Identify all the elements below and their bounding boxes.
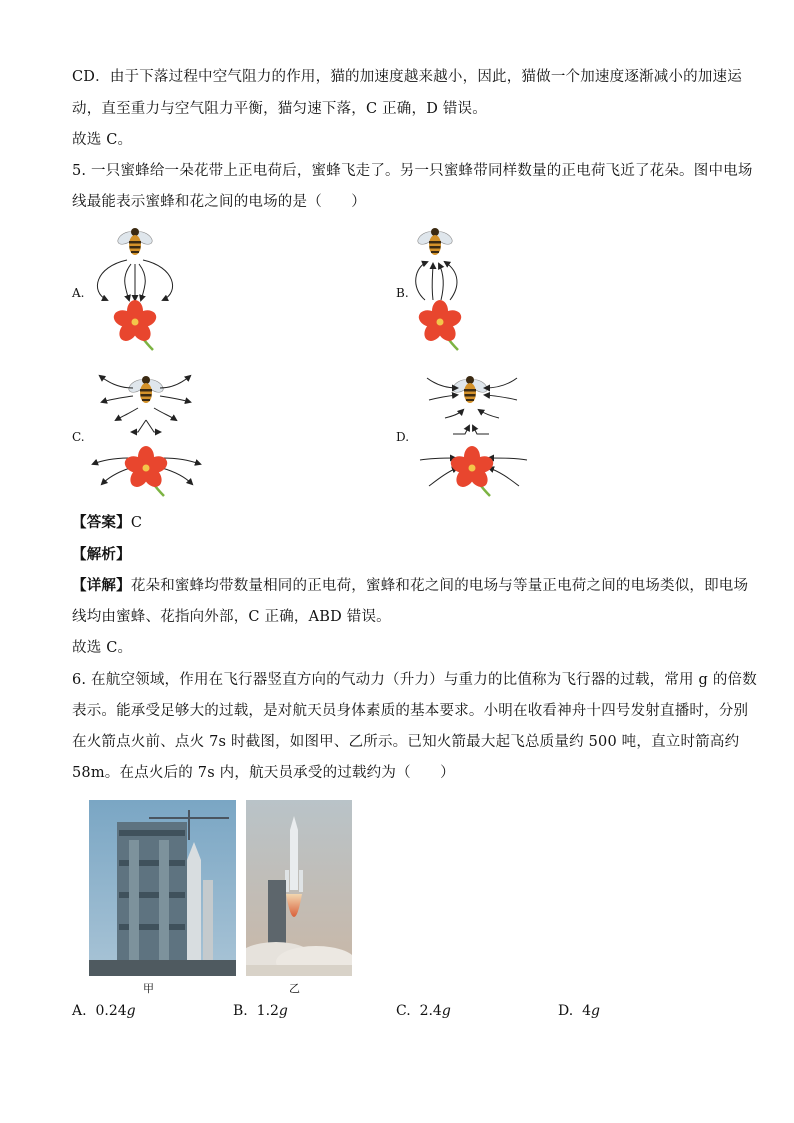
figure-option-c	[88, 368, 208, 500]
question-6-line-2: 表示。能承受足够大的过载，是对航天员身体素质的基本要求。小明在收看神舟十四号发射直播时，分别	[72, 703, 749, 719]
answer-value: C	[130, 515, 143, 531]
choice-a-unit: g	[126, 1003, 136, 1019]
solution-cd-line-2: 动，直至重力与空气阻力平衡，猫匀速下落，C 正确，D 错误。	[72, 101, 487, 117]
figure-option-d	[415, 368, 535, 500]
choice-d	[558, 1003, 600, 1019]
answer-line	[72, 513, 142, 533]
detail-text-1: 花朵和蜜蜂均带数量相同的正电荷，蜜蜂和花之间的电场与等量正电荷之间的电场类似，即电场	[130, 578, 749, 594]
answer-tag: 【答案】	[72, 514, 131, 531]
detail-line-2: 线均由蜜蜂、花指向外部，C 正确，ABD 错误。	[72, 609, 391, 625]
question-6-line-4: 58m。在点火后的 7s 内，航天员承受的过载约为（ ）	[72, 765, 455, 781]
caption-jia: 甲	[143, 982, 154, 995]
question-5-conclusion: 故选 C。	[72, 640, 133, 656]
choice-b-label: B.	[233, 1003, 248, 1019]
solution-cd-line-1: CD．由于下落过程中空气阻力的作用，猫的加速度越来越小，因此，猫做一个加速度逐渐减小的加速运	[72, 69, 742, 85]
option-b-label: B.	[396, 286, 409, 300]
analysis-label: 【解析】	[72, 546, 131, 563]
choice-d-label: D.	[558, 1003, 574, 1019]
detail-tag: 【详解】	[72, 577, 131, 594]
choice-a	[72, 1003, 136, 1019]
option-a-label: A.	[72, 286, 85, 300]
solution-conclusion: 故选 C。	[72, 132, 133, 148]
choice-d-unit: g	[591, 1003, 600, 1019]
question-5-line-1: 5. 一只蜜蜂给一朵花带上正电荷后，蜜蜂飞走了。另一只蜜蜂带同样数量的正电荷飞近了花朵。图中电场	[72, 163, 753, 179]
choice-a-value: 0.24	[95, 1003, 127, 1019]
choice-c-label: C.	[396, 1003, 411, 1019]
choice-b-value: 1.2	[256, 1003, 279, 1019]
choice-c	[396, 1003, 451, 1019]
figure-option-b	[405, 222, 515, 357]
choice-b-unit: g	[278, 1003, 288, 1019]
detail-line-1	[72, 576, 748, 596]
choice-d-value: 4	[582, 1003, 592, 1019]
figure-option-a	[85, 222, 195, 357]
caption-yi: 乙	[289, 982, 300, 995]
question-6-line-1: 6. 在航空领域，作用在飞行器竖直方向的气动力（升力）与重力的比值称为飞行器的过载，常用 g 的倍数	[72, 672, 757, 688]
question-5-line-2: 线最能表示蜜蜂和花之间的电场的是（ ）	[72, 194, 366, 210]
analysis-tag	[72, 545, 131, 565]
photo-after-ignition	[246, 800, 352, 976]
choice-c-value: 2.4	[419, 1003, 442, 1019]
choice-c-unit: g	[441, 1003, 451, 1019]
question-6-line-3: 在火箭点火前、点火 7s 时截图，如图甲、乙所示。已知火箭最大起飞总质量约 500 吨，直立时箭高约	[72, 734, 740, 750]
choice-b	[233, 1003, 288, 1019]
photo-before-ignition	[89, 800, 236, 976]
option-c-label: C.	[72, 430, 85, 444]
option-d-label: D.	[396, 430, 410, 444]
choice-a-label: A.	[72, 1003, 87, 1019]
